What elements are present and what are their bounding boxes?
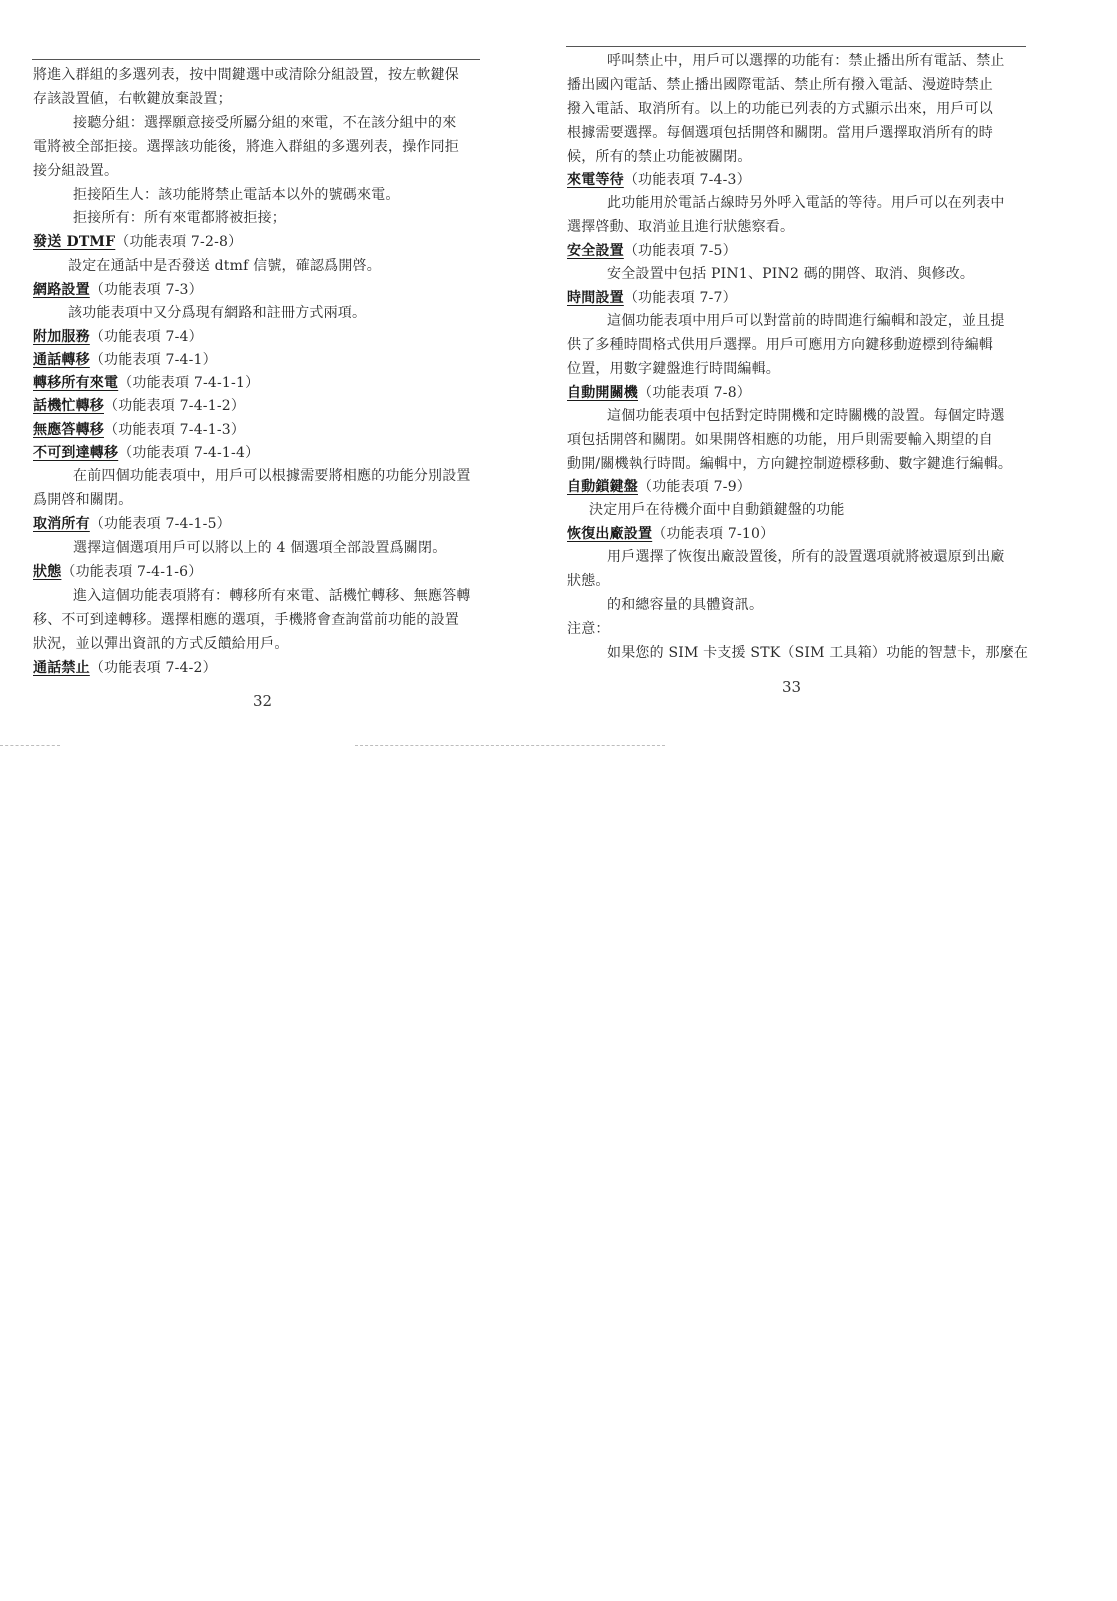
menu-ref: （功能表項 7-10） — [652, 526, 775, 542]
heading-line — [33, 659, 217, 677]
menu-ref: （功能表項 7-4-1-2） — [104, 398, 246, 414]
heading-line — [567, 525, 774, 543]
body-line: 播出國內電話、禁止播出國際電話、禁止所有撥入電話、漫遊時禁止 — [567, 77, 993, 93]
body-line: 選擇啓動、取消並且進行狀態察看。 — [567, 219, 795, 235]
body-line: 項包括開啓和關閉。如果開啓相應的功能，用戶則需要輸入期望的自 — [567, 432, 993, 448]
section-heading: 附加服務 — [33, 329, 90, 345]
body-line: 候，所有的禁止功能被關閉。 — [567, 149, 752, 165]
body-line: 注意： — [567, 621, 610, 637]
heading-line — [33, 233, 242, 251]
menu-ref: （功能表項 7-2-8） — [115, 234, 243, 250]
body-line: 的和總容量的具體資訊。 — [607, 597, 764, 613]
section-heading: 恢復出廠設置 — [567, 526, 653, 542]
heading-line — [567, 242, 737, 260]
body-line: 用戶選擇了恢復出廠設置後，所有的設置選項就將被還原到出廠 — [607, 549, 1005, 565]
body-line: 在前四個功能表項中，用戶可以根據需要將相應的功能分別設置 — [73, 468, 471, 484]
heading-line — [33, 397, 245, 415]
scan-edge-mark — [0, 745, 60, 746]
page-number-left: 32 — [253, 692, 273, 710]
menu-ref: （功能表項 7-4-1-5） — [89, 516, 231, 532]
body-line: 拒接所有：所有來電都將被拒接； — [73, 210, 286, 226]
body-line: 位置，用數字鍵盤進行時間編輯。 — [567, 361, 780, 377]
section-heading: 通話轉移 — [33, 352, 90, 368]
menu-ref: （功能表項 7-4-1-1） — [118, 375, 260, 391]
body-line: 這個功能表項中包括對定時開機和定時關機的設置。每個定時選 — [607, 408, 1005, 424]
body-line: 該功能表項中又分爲現有網路和註冊方式兩項。 — [68, 305, 367, 321]
body-line: 根據需要選擇。每個選項包括開啓和關閉。當用戶選擇取消所有的時 — [567, 125, 993, 141]
heading-line — [567, 478, 751, 496]
heading-line — [33, 444, 259, 462]
section-heading: 狀態 — [33, 564, 62, 580]
heading-line — [567, 384, 751, 402]
heading-line — [33, 563, 202, 581]
menu-ref: （功能表項 7-9） — [638, 479, 751, 495]
section-heading: 通話禁止 — [33, 660, 90, 676]
body-line: 安全設置中包括 PIN1、PIN2 碼的開啓、取消、與修改。 — [607, 266, 975, 282]
menu-ref: （功能表項 7-4-1-6） — [61, 564, 203, 580]
menu-ref: （功能表項 7-5） — [623, 243, 737, 259]
scan-edge-mark — [355, 745, 665, 746]
body-line: 如果您的 SIM 卡支援 STK（SIM 工具箱）功能的智慧卡，那麼在 — [607, 645, 1029, 661]
body-line: 爲開啓和關閉。 — [33, 492, 133, 508]
heading-line — [33, 421, 245, 439]
section-heading: 時間設置 — [567, 290, 624, 306]
body-line: 選擇這個選項用戶可以將以上的 4 個選項全部設置爲關閉。 — [73, 540, 447, 556]
body-line: 拒接陌生人：該功能將禁止電話本以外的號碼來電。 — [73, 187, 400, 203]
menu-ref: （功能表項 7-4） — [89, 329, 203, 345]
body-line: 呼叫禁止中，用戶可以選擇的功能有：禁止播出所有電話、禁止 — [607, 53, 1005, 69]
body-line: 進入這個功能表項將有：轉移所有來電、話機忙轉移、無應答轉 — [73, 588, 471, 604]
page-number-right: 33 — [782, 678, 802, 696]
body-line: 動開/關機執行時間。編輯中，方向鍵控制遊標移動、數字鍵進行編輯。 — [567, 456, 1013, 472]
body-line: 此功能用於電話占線時另外呼入電話的等待。用戶可以在列表中 — [607, 195, 1005, 211]
section-heading: 無應答轉移 — [33, 422, 104, 438]
section-heading: 自動開關機 — [567, 385, 638, 401]
menu-ref: （功能表項 7-8） — [638, 385, 751, 401]
header-rule-right — [566, 46, 1026, 47]
section-heading: 發送 DTMF — [33, 234, 116, 250]
section-heading: 網路設置 — [33, 282, 90, 298]
menu-ref: （功能表項 7-3） — [89, 282, 203, 298]
body-line: 接分組設置。 — [33, 163, 119, 179]
body-line: 這個功能表項中用戶可以對當前的時間進行編輯和設定，並且提 — [607, 313, 1005, 329]
menu-ref: （功能表項 7-4-1-3） — [104, 422, 246, 438]
section-heading: 話機忙轉移 — [33, 398, 104, 414]
section-heading: 自動鎖鍵盤 — [567, 479, 638, 495]
menu-ref: （功能表項 7-4-2） — [89, 660, 217, 676]
body-line: 存該設置値，右軟鍵放棄設置； — [33, 91, 232, 107]
menu-ref: （功能表項 7-4-1-4） — [118, 445, 260, 461]
menu-ref: （功能表項 7-4-3） — [623, 172, 751, 188]
body-line: 移、不可到達轉移。選擇相應的選項，手機將會查詢當前功能的設置 — [33, 612, 459, 628]
heading-line — [33, 374, 259, 392]
heading-line — [33, 351, 217, 369]
body-line: 電將被全部拒接。選擇該功能後，將進入群組的多選列表，操作同拒 — [33, 139, 459, 155]
section-heading: 來電等待 — [567, 172, 624, 188]
heading-line — [33, 328, 203, 346]
section-heading: 安全設置 — [567, 243, 624, 259]
header-rule-left — [32, 59, 480, 60]
section-heading: 取消所有 — [33, 516, 90, 532]
section-heading: 不可到達轉移 — [33, 445, 119, 461]
menu-ref: （功能表項 7-7） — [623, 290, 737, 306]
heading-line — [567, 171, 751, 189]
body-line: 供了多種時間格式供用戶選擇。用戶可應用方向鍵移動遊標到待編輯 — [567, 337, 993, 353]
body-line: 接聽分組：選擇願意接受所屬分組的來電，不在該分組中的來 — [73, 115, 457, 131]
body-line: 狀況，並以彈出資訊的方式反饋給用戶。 — [33, 636, 289, 652]
heading-line — [33, 515, 231, 533]
heading-line — [567, 289, 737, 307]
body-line: 撥入電話、取消所有。以上的功能已列表的方式顯示出來，用戶可以 — [567, 101, 993, 117]
section-heading: 轉移所有來電 — [33, 375, 119, 391]
body-line: 決定用戶在待機介面中自動鎖鍵盤的功能 — [589, 502, 845, 518]
body-line: 設定在通話中是否發送 dtmf 信號，確認爲開啓。 — [68, 258, 381, 274]
menu-ref: （功能表項 7-4-1） — [89, 352, 217, 368]
heading-line — [33, 281, 203, 299]
body-line: 狀態。 — [567, 573, 610, 589]
body-line: 將進入群組的多選列表，按中間鍵選中或清除分組設置，按左軟鍵保 — [33, 67, 459, 83]
